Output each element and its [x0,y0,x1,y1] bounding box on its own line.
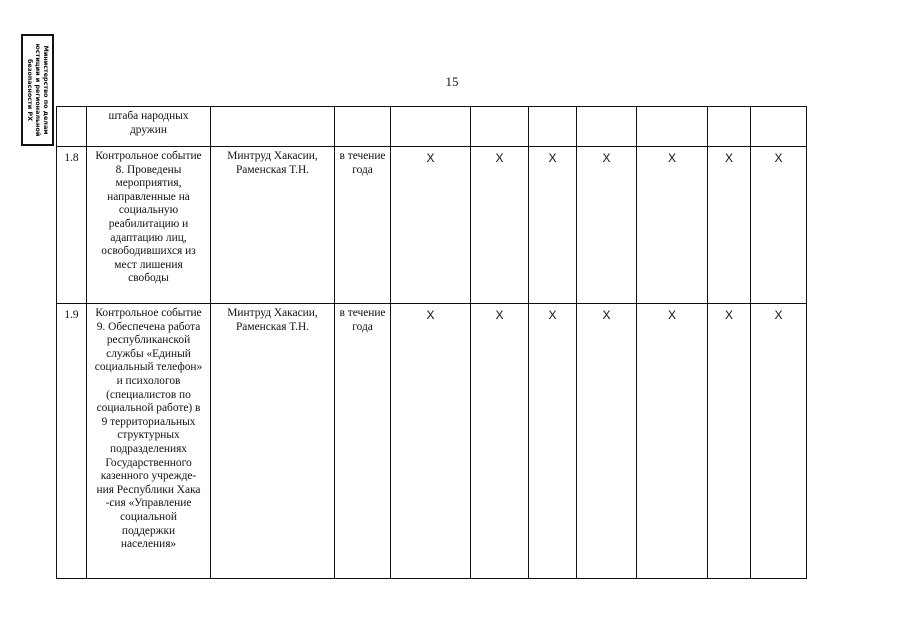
page-number: 15 [445,74,459,89]
table-row [57,147,807,304]
stamp-line: Министерство по делам [41,45,50,135]
mark-cell [637,107,708,147]
event-cell-line: мест лишения [114,258,183,271]
deadline-cell [335,304,391,579]
event-cell-line: республиканской [106,334,191,347]
event-cell-line: свободы [128,272,169,285]
mark-cell: X [471,304,529,579]
stamp-line: безопасности РХ [25,58,34,122]
mark-cell [577,107,637,147]
event-cell-line: ния Республики Хака [96,483,201,496]
event-cell-line: освободившихся из [101,245,196,258]
event-cell-line: социальную [118,204,179,217]
deadline-cell-line: в течение [339,150,386,162]
event-cell-line: подразделениях [109,442,188,455]
executor-cell [211,147,335,304]
deadline-cell-line: в течение [339,307,386,319]
event-cell-line: службы «Единый [106,347,191,360]
event-cell-line: -сия «Управление [105,497,192,510]
row-number: 1.8 [57,147,87,304]
deadline-cell-line: года [352,320,373,333]
mark-cell [751,107,807,147]
mark-cell: X [708,304,751,579]
event-cell-line: Контрольное событие [95,307,202,319]
event-cell-line: 9 территориальных [101,415,196,428]
event-cell-line: (специалистов по [106,388,191,401]
mark-cell: X [529,304,577,579]
executor-cell-line: Минтруд Хакасии, [227,150,318,162]
mark-cell: X [391,147,471,304]
executor-cell [211,304,335,579]
deadline-cell [335,107,391,147]
mark-cell: X [708,147,751,304]
registration-stamp [21,34,54,146]
deadline-cell [335,147,391,304]
stamp-line: юстиции и региональной [33,43,42,137]
stamp-text [26,37,50,143]
table-row [57,304,807,579]
plan-table [56,106,807,579]
mark-cell [391,107,471,147]
event-cell-line: Государственного [105,456,192,469]
mark-cell: X [391,304,471,579]
event-cell [87,304,211,579]
event-cell-line: поддержки [121,524,176,537]
mark-cell: X [637,147,708,304]
mark-cell: X [471,147,529,304]
executor-cell-line: Раменская Т.Н. [235,320,310,333]
mark-cell [471,107,529,147]
event-cell-line: населения» [120,538,177,551]
event-cell-line: социальный телефон» [94,361,203,374]
mark-cell: X [577,304,637,579]
event-cell-line: направленные на [107,190,190,203]
mark-cell: X [577,147,637,304]
event-cell-line: структурных [117,429,180,442]
mark-cell: X [529,147,577,304]
event-cell-line: мероприятия, [115,177,182,190]
event-cell-line: адаптацию лиц, [110,231,187,244]
mark-cell [529,107,577,147]
event-cell-line: 8. Проведены [115,163,182,176]
event-cell-line: реабилитацию и [108,217,189,230]
table-row [57,107,807,147]
event-cell [87,147,211,304]
mark-cell [708,107,751,147]
event-cell-line: дружин [130,123,167,136]
event-cell-line: казенного учрежде- [100,470,197,483]
executor-cell-line: Раменская Т.Н. [235,163,310,176]
event-cell [87,107,211,147]
row-number: 1.9 [57,304,87,579]
event-cell-line: штаба народных [108,110,189,122]
executor-cell [211,107,335,147]
deadline-cell-line: года [352,163,373,176]
event-cell-line: социальной [120,510,177,523]
event-cell-line: и психологов [116,374,181,387]
event-cell-line: Контрольное событие [95,150,202,162]
mark-cell: X [751,304,807,579]
event-cell-line: 9. Обеспечена работа [96,320,201,333]
row-number [57,107,87,147]
event-cell-line: социальной работе) в [96,402,201,415]
mark-cell: X [751,147,807,304]
mark-cell: X [637,304,708,579]
executor-cell-line: Минтруд Хакасии, [227,307,318,319]
